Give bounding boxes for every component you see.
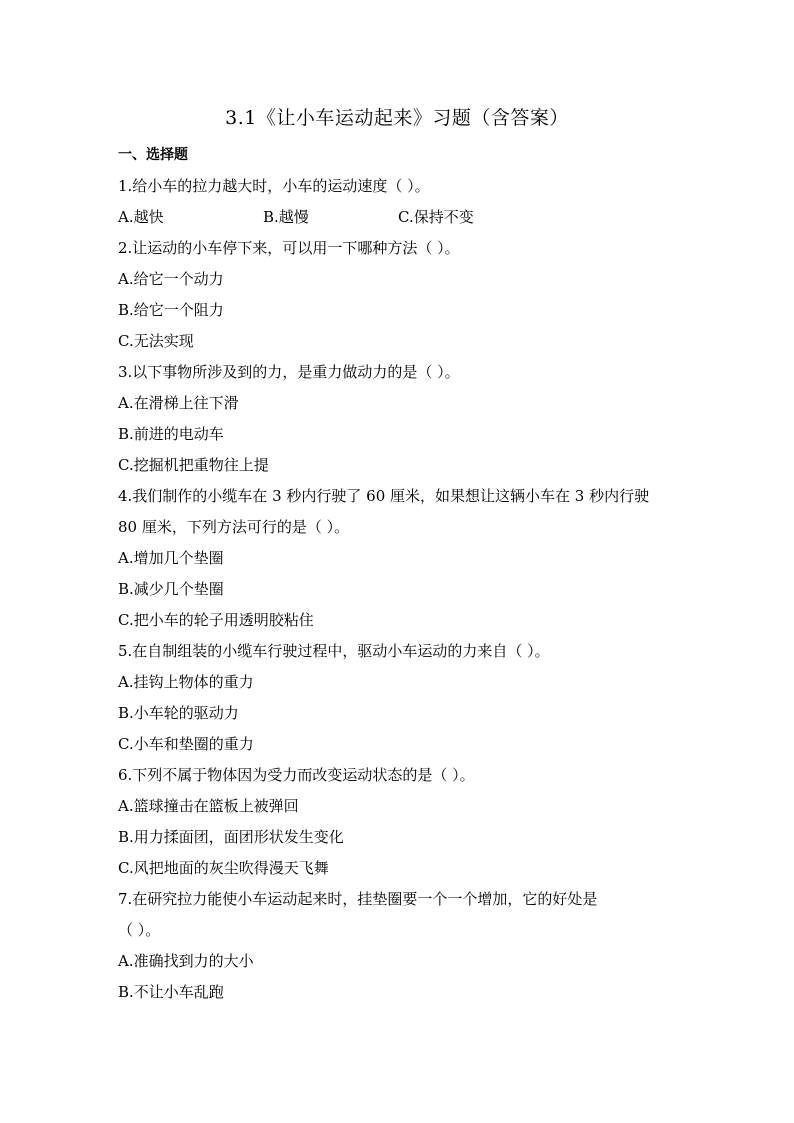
option-line: B.减少几个垫圈	[118, 580, 224, 598]
option-line: B.不让小车乱跑	[118, 983, 224, 1001]
question-list	[118, 140, 718, 1008]
option-line: C.无法实现	[118, 332, 194, 350]
question-7: 7.在研究拉力能使小车运动起来时，挂垫圈要一个一个增加，它的好处是	[118, 890, 598, 908]
question-6: 6.下列不属于物体因为受力而改变运动状态的是（ ）。	[118, 766, 475, 784]
option-line: A.增加几个垫圈	[118, 549, 224, 567]
option-line: B.给它一个阻力	[118, 301, 224, 319]
option-a: A.越快	[118, 208, 164, 226]
option-line: A.在滑梯上往下滑	[118, 394, 239, 412]
option-line: C.风把地面的灰尘吹得漫天飞舞	[118, 859, 329, 877]
page-title: 3.1《让小车运动起来》习题（含答案）	[225, 107, 569, 129]
question-4: 4.我们制作的小缆车在 3 秒内行驶了 60 厘米，如果想让这辆小车在 3 秒内行驶	[118, 487, 650, 505]
option-c: C.保持不变	[398, 208, 474, 226]
option-line: C.挖掘机把重物往上提	[118, 456, 269, 474]
section-heading: 一、选择题	[118, 147, 188, 163]
option-line: A.挂钩上物体的重力	[118, 673, 254, 691]
question-5: 5.在自制组装的小缆车行驶过程中，驱动小车运动的力来自（ ）。	[118, 642, 550, 660]
question-1-options	[118, 202, 718, 233]
option-line: C.小车和垫圈的重力	[118, 735, 254, 753]
option-line: A.准确找到力的大小	[118, 952, 254, 970]
question-2: 2.让运动的小车停下来，可以用一下哪种方法（ ）。	[118, 239, 460, 257]
question-3: 3.以下事物所涉及到的力，是重力做动力的是（ ）。	[118, 363, 460, 381]
option-b: B.越慢	[263, 208, 309, 226]
option-line: B.小车轮的驱动力	[118, 704, 239, 722]
option-line: A.篮球撞击在篮板上被弹回	[118, 797, 299, 815]
option-line: C.把小车的轮子用透明胶粘住	[118, 611, 314, 629]
option-line: A.给它一个动力	[118, 270, 224, 288]
question-7-continued: （ ）。	[118, 921, 161, 939]
option-line: B.前进的电动车	[118, 425, 224, 443]
question-1: 1.给小车的拉力越大时，小车的运动速度（ ）。	[118, 177, 430, 195]
question-4-continued: 80 厘米，下列方法可行的是（ ）。	[118, 518, 350, 536]
option-line: B.用力揉面团，面团形状发生变化	[118, 828, 344, 846]
